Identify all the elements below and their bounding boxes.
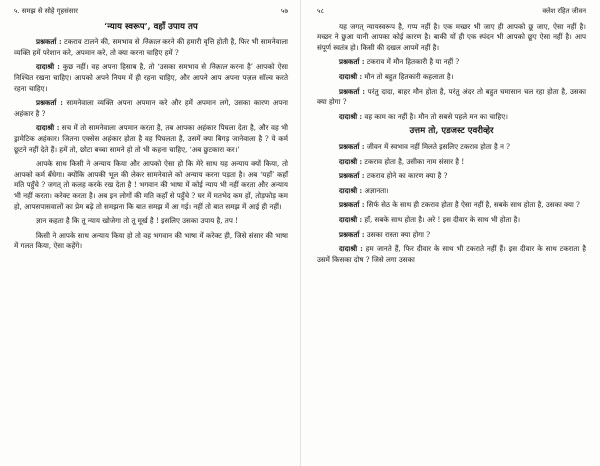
paragraph — [317, 157, 586, 168]
chapter-title: ५. समझ से सोहे गृहसंसार — [14, 7, 78, 15]
speaker-label: प्रश्नकर्ता : — [339, 171, 365, 181]
speaker-label: प्रश्नकर्ता : — [36, 37, 62, 47]
text: सिर्फ सेठ के साथ ही टकराव होता है ऐसा नहीं है, सबके साथ होता है, उसका क्या ? — [364, 200, 580, 210]
speaker-label: दादाश्री : — [339, 214, 363, 224]
paragraph — [317, 87, 586, 108]
speaker-label: प्रश्नकर्ता : — [339, 141, 365, 151]
paragraph — [317, 72, 586, 83]
text: जीवन में स्वभाव नहीं मिलते इसलिए टकराव होता है न ? — [364, 141, 510, 151]
text: सच में तो सामनेवाला अपमान करता है, तब आपका अहंकार पिघला देता है, और वह भी ड्रामेटिक अहंकार। जितना एक्सेस अहंकार होता है वह पिघलता है, उसमें क्या बिगड़ जानेवाला है ? ये कर्म छूटने नहीं देते हैं। हमें तो, छोटा बच्चा सामने हो तो भी कहना चाहिए, ‘अब छुटकारा कर।’ — [14, 123, 289, 154]
text: टकराव टालने की, समभाव से — [61, 37, 142, 47]
text: टकराव में मौन हितकारी है या नहीं ? — [364, 57, 460, 67]
paragraph — [317, 171, 586, 182]
speaker-label: दादाश्री : — [36, 62, 60, 72]
paragraph — [317, 244, 586, 265]
text: वह काम का नहीं है। मौन तो सबसे पहले मन का चाहिए। — [362, 111, 508, 121]
left-page-header — [14, 6, 288, 17]
paragraph — [317, 230, 586, 241]
text: करने की हमारी वृत्ति होती है, फिर भी सामनेवाला व्यक्ति हमें परेशान करे, अपमान करे, तो क्या करना चाहिए हमें ? — [14, 37, 288, 57]
speaker-label: दादाश्री : — [339, 185, 363, 195]
text: करना है’ आपको ऐसा निश्चित रखना चाहिए। आपको अपने नियम में ही रहना चाहिए, और आपने आप अपना पज़ल सॉल्व करते रहना चाहिए। — [14, 62, 289, 93]
text: टकराव होता है, उसीका नाम संसार है ! — [362, 156, 465, 166]
paragraph — [317, 57, 586, 68]
section-heading: ‘न्याय स्वरूप’, वहाँ उपाय तप — [104, 21, 198, 32]
page-number: ५८ — [317, 7, 325, 15]
text: परंतु दादा, बाहर मौन होता है, परंतु अंदर तो बहुत घमासान चल रहा होता है, उसका क्या होगा ? — [317, 86, 587, 107]
speaker-label: दादाश्री : — [339, 156, 363, 166]
text: टकराव होने का कारण क्या है ? — [364, 171, 448, 181]
paragraph — [14, 123, 288, 155]
speaker-label: दादाश्री : — [36, 123, 60, 133]
section-heading: उत्तम तो, एडजस्ट एवरीव्हेर — [409, 126, 494, 137]
text: अज्ञानता। — [362, 185, 389, 195]
paragraph — [317, 112, 586, 123]
book-title: क्लेश रहित जीवन — [542, 7, 586, 15]
speaker-label: प्रश्नकर्ता : — [339, 229, 365, 239]
speaker-label: प्रश्नकर्ता : — [339, 86, 365, 96]
text: उसका रास्ता क्या होगा ? — [364, 229, 431, 239]
text: निकाल — [209, 62, 227, 72]
right-page-header — [317, 6, 586, 17]
speaker-label: दादाश्री : — [339, 244, 363, 254]
paragraph — [14, 98, 288, 119]
speaker-label: प्रश्नकर्ता : — [36, 98, 63, 108]
paragraph: ज्ञान कहता है कि तू न्याय खोजेगा तो तू मूर्ख है ! इसलिए उसका उपाय है, तप ! — [36, 216, 238, 226]
paragraph — [317, 215, 586, 226]
paragraph — [317, 200, 586, 211]
paragraph — [14, 37, 288, 58]
text: निकाल — [141, 37, 160, 47]
paragraph: आपके साथ किसी ने अन्याय किया और आपको ऐसा हो कि मेरे साथ यह अन्याय क्यों किया, तो आपको कर्म बँधेगा। क्योंकि आपकी भूल की लेकर सामनेवाले को अन्याय करना पड़ता है। अब ‘यहाँ’ कहाँ मति पहुँचे ? जगत् तो कलह करके रख देता है ! भगवान की भाषा में कोई न्याय भी नहीं करता और अन्याय भी नहीं करता। करेक्ट करता है। अब इन लोगों की मति कहाँ से पहुँचे ? घर में मतभेद कम हों, तोड़फोड़ कम हो, आपसपासवालों का प्रेम बढ़े तो समझना कि बात समझ में आ गई। नहीं तो बात समझ में आई ही नहीं। — [14, 159, 288, 211]
text: हम जानते हैं, फिर दीवार के साथ भी टकराते नहीं हैं। इस दीवार के साथ टकराता है उसमें किसका दोष ? जिसे लगा उसका — [317, 244, 587, 264]
text: सामनेवाला व्यक्ति अपना अपमान करे और हमें अपमान लगे, उसका कारण अपना अहंकार है ? — [14, 98, 288, 118]
speaker-label: दादाश्री : — [339, 71, 363, 81]
paragraph — [14, 62, 288, 94]
speaker-label: दादाश्री : — [339, 111, 363, 121]
paragraph — [317, 142, 586, 153]
text: कुछ नहीं। वह अपना हिसाब है, तो ‘उसका समभाव से — [59, 62, 210, 72]
right-page — [300, 0, 600, 466]
paragraph — [317, 186, 586, 197]
text: हाँ, सबके साथ होता है। अरे ! इस दीवार के साथ भी होता है। — [362, 214, 521, 224]
paragraph: यह जगत् न्यायस्वरूप है, गप्प नहीं है। एक मच्छर भी जाए ही आपको छू जाए, ऐसा नहीं है। मच्छर ने छुआ यानी आपका कोई कारण है। बाकी यों ही एक स्पंदन भी आपको छूए ऐसा नहीं है। आप संपूर्ण स्वतंत्र हो। किसी की दखल आपमें नहीं है। — [317, 21, 586, 52]
page-number: ५७ — [280, 7, 288, 15]
paragraph: किसी ने आपके साथ अन्याय किया हो तो वह भगवान की भाषा में करेक्ट ही, जिसे संसार की भाषा में गलत किया, ऐसा कहेंगे। — [14, 230, 288, 251]
speaker-label: प्रश्नकर्ता : — [339, 200, 365, 210]
speaker-label: प्रश्नकर्ता : — [339, 57, 365, 67]
text: मौन तो बहुत हितकारी कहलाता है। — [362, 71, 454, 81]
